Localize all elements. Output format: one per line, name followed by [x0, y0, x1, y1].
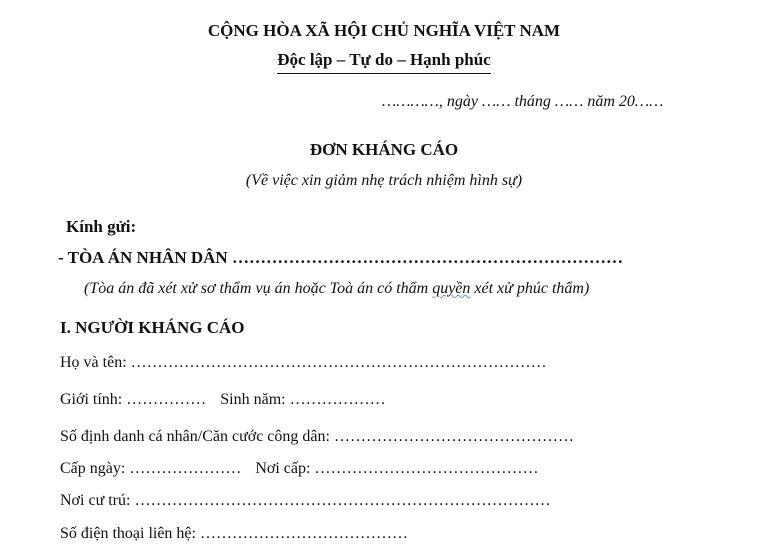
court-note: [84, 278, 589, 300]
national-motto: Độc lập – Tự do – Hạnh phúc: [277, 49, 490, 74]
birth-year-field: Sinh năm: ………………: [220, 391, 386, 408]
national-title: CỘNG HÒA XÃ HỘI CHỦ NGHĨA VIỆT NAM: [207, 21, 561, 40]
addressee-label: Kính gửi:: [66, 217, 137, 236]
phone-field: Số điện thoại liên hệ: …………………………………: [60, 525, 408, 542]
issue-row: [60, 458, 538, 480]
addressee-court: - TÒA ÁN NHÂN DÂN ……………………………………………………………: [58, 248, 623, 267]
place-date-line: …………, ngày …… tháng …… năm 20……: [382, 93, 664, 110]
section-heading: I. NGƯỜI KHÁNG CÁO: [60, 318, 245, 337]
issue-place-field: Nơi cấp: ……………………………………: [255, 460, 539, 477]
court-note-text-start: (Tòa án đã xét xử sơ thẩm vụ án hoặc Toà án có thẩm: [84, 280, 433, 297]
residence-field: Nơi cư trú: ……………………………………………………………………: [60, 492, 551, 509]
full-name-field: Họ và tên: ……………………………………………………………………: [60, 354, 547, 371]
gender-field: Giới tính: ……………: [60, 391, 207, 408]
court-note-text-end: xét xử phúc thẩm): [470, 280, 590, 297]
document-subtitle: (Về việc xin giảm nhẹ trách nhiệm hình sự): [245, 172, 523, 189]
id-number-field: Số định danh cá nhân/Căn cước công dân: ………………………………………: [60, 428, 574, 445]
motto-container: [0, 49, 768, 74]
issue-date-field: Cấp ngày: …………………: [60, 460, 242, 477]
gender-birthyear-row: [60, 389, 386, 411]
court-note-spellcheck-word: quyền: [432, 280, 471, 297]
document-title: ĐƠN KHÁNG CÁO: [309, 140, 459, 159]
